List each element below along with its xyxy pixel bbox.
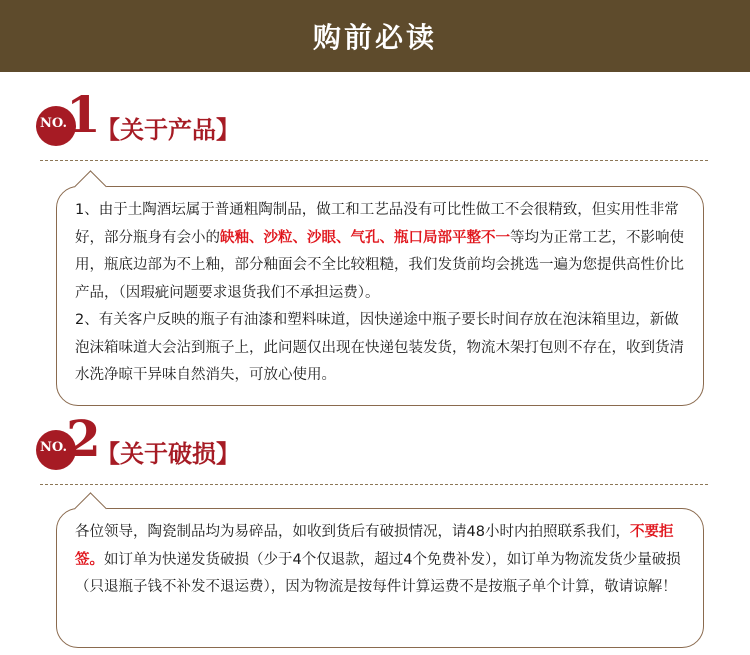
section-1-badge: [36, 85, 101, 156]
badge-number: 2: [66, 409, 101, 468]
damage-note: [75, 519, 687, 602]
header-banner: [0, 0, 750, 72]
badge-no-label: NO.: [40, 116, 67, 131]
damage-note-text-b: 如订单为快递发货破损（少于4个仅退款，超过4个免费补发），如订单为物流发货少量破损（只退瓶子钱不补发不退运费），因为物流是按每件计算运费不是按瓶子单个计算，敬请谅解！: [75, 551, 681, 595]
damage-note-no-refuse: 不要拒签。: [75, 524, 674, 568]
section-2-badge: [36, 409, 101, 480]
section-1-title: 【关于产品】: [96, 115, 240, 144]
product-note-1-defects: 缺釉、沙粒、沙眼、气孔、瓶口局部平整不一: [220, 229, 510, 246]
badge-number: 1: [66, 85, 101, 144]
product-note-1-text-a: 1、由于土陶酒坛属于普通粗陶制品，做工和工艺品没有可比性做工不会很精致，但实用性非常好，部分瓶身有会小的: [75, 202, 679, 246]
section-2-divider: [40, 484, 708, 485]
product-note-1: [75, 197, 687, 307]
badge-no-label: NO.: [40, 440, 67, 455]
section-1-divider: [40, 160, 708, 161]
damage-note-text-a: 各位领导，陶瓷制品均为易碎品，如收到货后有破损情况，请48小时内拍照联系我们，: [75, 524, 630, 540]
section-2-notice-box: [56, 508, 704, 648]
section-2-title: 【关于破损】: [96, 439, 240, 468]
section-1-notice-box: [56, 186, 704, 406]
product-note-2: 2、有关客户反映的瓶子有油漆和塑料味道，因快递途中瓶子要长时间存放在泡沫箱里边，新做泡沫箱味道大会沾到瓶子上，此问题仅出现在快递包装发货，物流木架打包则不存在，收到货清水洗净晾干异味自然消失，可放心使用。: [75, 312, 684, 383]
product-note-1-text-b: 等均为正常工艺，不影响使用，瓶底边部为不上釉，部分釉面会不全比较粗糙，我们发货前均会挑选一遍为您提供高性价比产品，（因瑕疵问题要求退货我们不承担运费）。: [75, 229, 684, 301]
page-title: 购前必读: [312, 21, 437, 54]
